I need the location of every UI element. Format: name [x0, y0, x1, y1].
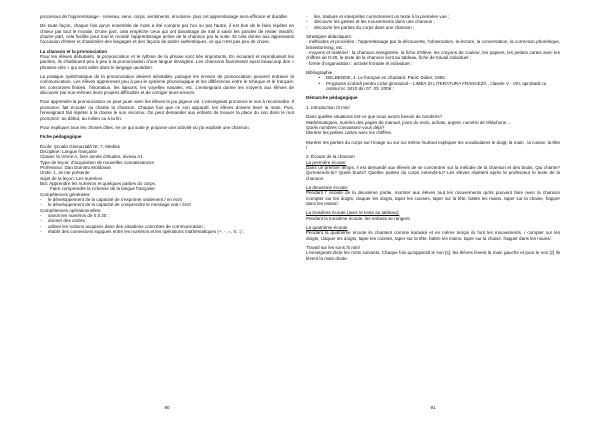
paragraph: - moyens et matériel : la chanson enregistrée, la fiche d'élève, les crayons de couleur, les papiers, les petites cartes avec les chiffres de 0-20, le texte de la chanson écrit au tableau, fiche de travail individuel ;	[306, 50, 560, 61]
step-heading: 2. Écoute de la chanson	[306, 154, 355, 160]
competence-list	[306, 14, 560, 30]
text-line: Quels nombres connaissez-vous déjà?	[306, 124, 385, 130]
intro-lines	[306, 114, 560, 135]
lesson-info	[40, 144, 294, 235]
paragraph: Dans un premier temps, il est demandé aux élèves de se concentrer sur la mélodie de la chanson et des bruits. Qui chante? Qu'entends-tu? Quels bruits? Quelles parties du corps entends-tu? Les élèves répètent après le professeur le texte de la chanson.	[306, 164, 560, 181]
section-heading: Démarche pédagogique	[306, 95, 358, 101]
section-heading: Fiche pédagogique	[40, 134, 82, 140]
paragraph: Pendant la quatrième écoute ils chantent comme karaoké et en même temps ils font les mouvements. / compter sur les doigts, claquer les doigts, taper les cuisses, taper sur la tête, battre les mains, taper sur la chaise, frapper dans les mains/.	[306, 230, 560, 241]
info-line: Classe: la Vème A, livre année d'études, niveau A1	[40, 154, 143, 160]
section-heading: La chanson et la prononciation	[40, 48, 108, 54]
text-line: Mathématiques, numéro des pages de manuel, jours du mois, achats, argent, numéro de téléphone....	[306, 119, 512, 125]
info-line: Unité: 1. Je me présente	[40, 170, 90, 176]
subheading: La première écoute:	[306, 159, 347, 165]
paragraph: La pratique systématique de la prononciation devient inévitable, puisque les erreurs de prononciation peuvent entraver la communication. Les élèves apprennent peu à peu le système phonologique et les différences entre le tchèque et le français: les consonnes finales, l'intonation, les liaisons, les voyelles nasales, etc. L'enseignant donne les moyens aux élèves de découvrir par eux-mêmes leurs propres difficultés et de corriger leurs erreurs.	[40, 74, 294, 96]
info-line: École: Şcoala Gimnazială Nr. 7, Medieș	[40, 143, 120, 149]
bibliography-item: • DELBENDE, J. Le français en chantant. Paris: Didier, 1992.	[318, 75, 447, 81]
right-page	[306, 14, 560, 410]
paragraph: - forme d'organisation : activité frontale et individuel ;	[306, 60, 413, 66]
list-item: - lire, traduire et interpréter correctement un texte à la première vue ;	[306, 14, 450, 19]
paragraph: processus de l'apprentissage - cerveau, sens, corps, sentiments, émotions- plus cet apprentissage sera efficace et durable.	[40, 14, 289, 19]
info-line: Sujet de la leçon: Les numéros	[40, 175, 103, 181]
list-item: - savoir les numéros de 0 à 20 ;	[40, 213, 109, 218]
info-line: But: Apprendre les numéros et quelques parties du corps.	[40, 180, 157, 186]
paragraph: L'enseignant dicte les mots suivants. Chaque fois qu'apparaît le son [s], les élèves lèvent la main gauche et pour le son [z] ils lèvent la main droite.	[306, 250, 560, 261]
text-line: Dans quelles situations est-ce que nous avons besoin de nombres?	[306, 114, 443, 120]
subheading: La deuxième écoute:	[306, 184, 349, 190]
text-line: Montrer les petites cartes avec les chiffres.	[306, 130, 393, 136]
list-item: - utiliser les notions acquises dans des situations concrètes de communication ;	[40, 223, 206, 229]
list-item: - donner des ordres ;	[40, 218, 88, 224]
list-item: - découvrir les parties du corps dans une chanson ;	[306, 24, 415, 30]
subheading: La troisième écoute (avec le texte au tableau):	[306, 210, 400, 216]
bibliography-item: • Programa școlară pentru ciclul gimnazial – LIMBA ȘI LITERATURA FRANCEZĂ , clasele V - VIII, aprobată cu ordinul nr. 3410 din 07. 03. 2006 ;	[318, 80, 547, 92]
list-item: - le développement de la capacité de s'exprimer oralement / en écrit	[40, 196, 182, 202]
info-line: Compétences générales:	[40, 191, 91, 197]
strategies-title: Stratégies didactiques:	[306, 34, 353, 40]
paragraph: Pendant la troisième écoute, les enfants se rangent.	[306, 215, 411, 221]
info-line: Compétences opérationnelles:	[40, 207, 102, 213]
step-heading: 1. Introduction /3 min/	[306, 104, 350, 110]
paragraph: Pour apprendre la prononciation on peut jouer avec les élèves le jeu pigeon vol. L'enseignant prononce le son à reconnaître. Il prononce, fait écouter ou chante la chanson. Chaque fois que ce son apparaît, les élèves doivent lever la main. Puis, l'enseignant fait répéter à la classe le son reconnu. On peut demander aux enfants de trouver la place du son dans le mot prononcé: au début, au milieu ou à la fin.	[40, 99, 294, 121]
page-number: 91	[430, 404, 436, 410]
info-line: Type de leçon: d'acquisition de nouvelles connaissances	[40, 159, 154, 165]
subheading: La quatrième écoute	[306, 225, 348, 230]
list-item: - découvrir les gestes et les mouvements dans une chanson ;	[306, 19, 435, 25]
info-line: Professeur: Dan Dumitru Moldovan	[40, 164, 112, 170]
paragraph: Pour expliquer tous les choses dites, en ce qui suite je propose une activité où j'ai exploité une chanson.	[40, 124, 250, 130]
paragraph: Montrer les parties du corps sur l'image ou sur soi même /surtout expliquer les vocabulaires le doigt, la main , la cuisse, la tête /	[306, 139, 560, 150]
info-line: Faire comprendre la richesse de la langue française.	[50, 186, 156, 192]
paragraph: De toute façon, chaque fois qu'un ensemble de mots a été compris par l'un ou par l'autre, il est bon de le faire répéter en chœur par tout le monde. D'une part, cela empêche ceux qui ont davantage de mal à saisir les paroles de rester inactifs; d'autre part, cela facilite pour tout le monde l'apprentissage active de la chanson par la suite. Et cela donne aux apprenants l'occasion d'imiter et d'assimiler des langages et des façons de parler authentiques, ce qui n'est pas peu de chose.	[40, 23, 294, 45]
page-number: 90	[164, 404, 170, 410]
left-page	[40, 14, 294, 410]
paragraph: - méthodes et procédés : l'apprentissage par la découverte, l'observation, la lecture, la conversation, la correction phonétique, brainstorming, etc. ;	[306, 39, 560, 50]
step-heading: Travail sur les sons /5 min/	[306, 245, 360, 251]
info-line: Discipline: Langue française	[40, 148, 97, 154]
paragraph: Pour les élèves débutants, la prononciation et le rythme de la phrase sont très importants. En écoutant et reproduisant les paroles, ils s'habituent peu à peu à la prononciation d'une langue étrangère. Les chansons fournissent aussi beaucoup des « phrases-clés » qui sont utiles dans le langage quotidien.	[40, 54, 294, 70]
paragraph: Pendant l' écoute de la deuxième partie, montrer aux élèves tout les mouvements qu'ils pouvent faire avec la chanson /compter sur les doigts, claquer les doigts, taper les cuisses, taper sur la tête, battre les mains, taper sur la chaise, frapper dans les mains/.	[306, 190, 560, 206]
list-item: - le développement de la capacité de comprendre le message oral / écrit	[40, 202, 191, 208]
list-item: - établir des connexions logiques entre les numéros et les opérations mathématiques (+, -, =, X, :) ;	[40, 229, 245, 235]
bibliography-title: Bibliographie :	[306, 70, 335, 76]
